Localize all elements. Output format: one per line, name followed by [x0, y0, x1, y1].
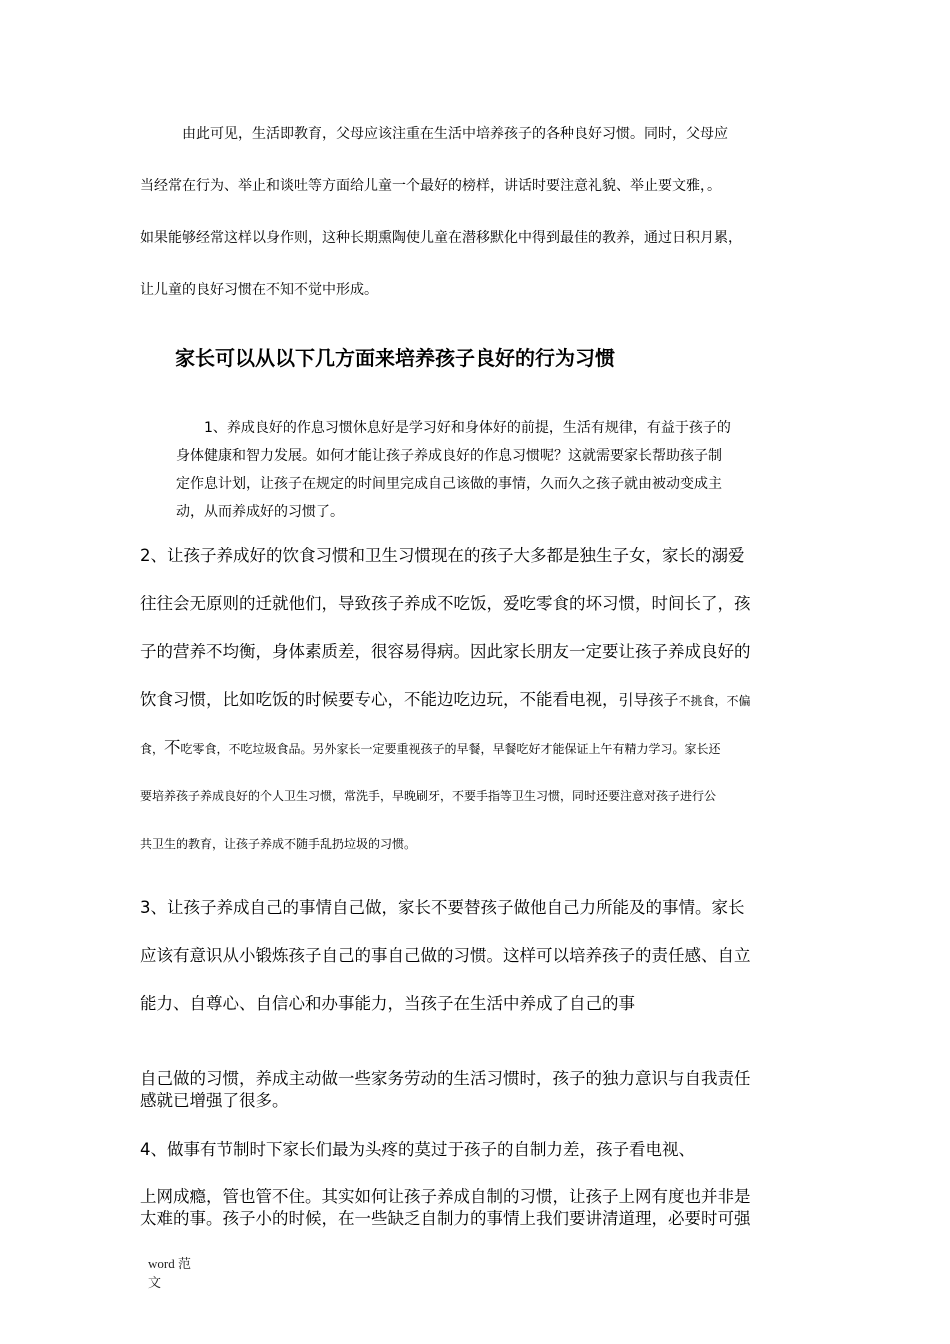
item-4-continuation	[140, 1186, 812, 1230]
section-heading: 家长可以从以下几方面来培养孩子良好的行为习惯	[175, 346, 615, 370]
intro-line: 让儿童的良好习惯在不知不觉中形成。	[140, 282, 378, 298]
item-3-line: 3、让孩子养成自己的事情自己做，家长不要替孩子做他自己力所能及的事情。家长	[140, 898, 745, 917]
page-footer	[148, 1254, 208, 1292]
item-2-small-line: 共卫生的教育，让孩子养成不随手乱扔垃圾的习惯。	[140, 837, 417, 851]
item-4-cont-line: 上网成瘾，管也管不住。其实如何让孩子养成自制的习惯，让孩子上网有度也并非是	[140, 1187, 751, 1206]
item-2-line: 2、让孩子养成好的饮食习惯和卫生习惯现在的孩子大多都是独生子女，家长的溺爱	[140, 546, 745, 565]
item-4-first-line-block	[140, 1137, 812, 1163]
item-3-paragraph	[140, 896, 812, 1040]
footer-line: word 范	[148, 1256, 191, 1271]
item-1-line: 定作息计划，让孩子在规定的时间里完成自己该做的事情，久而久之孩子就由被动变成主	[176, 476, 722, 492]
item-2-line-mixed	[140, 736, 812, 784]
item-2-text-small: 食，	[140, 742, 165, 756]
item-2-line: 往往会无原则的迁就他们，导致孩子养成不吃饭，爱吃零食的坏习惯，时间长了，孩	[140, 594, 751, 613]
item-1-line: 身体健康和智力发展。如何才能让孩子养成良好的作息习惯呢？这就需要家长帮助孩子制	[176, 448, 722, 464]
item-3-line: 能力、自尊心、自信心和办事能力，当孩子在生活中养成了自己的事	[140, 994, 635, 1013]
item-2-small-line: 要培养孩子养成良好的个人卫生习惯，常洗手，早晚刷牙，不要手指等卫生习惯，同时还要注意对孩子进行公	[140, 789, 717, 803]
item-4-cont-line: 太难的事。孩子小的时候，在一些缺乏自制力的事情上我们要讲清道理，必要时可强	[140, 1209, 751, 1228]
item-2-text: 不	[164, 738, 181, 757]
item-4-line: 4、做事有节制时下家长们最为头疼的莫过于孩子的自制力差，孩子看电视、	[140, 1140, 695, 1159]
item-2-paragraph	[140, 544, 812, 880]
item-3-cont-line: 自己做的习惯，养成主动做一些家务劳动的生活习惯时，孩子的独力意识与自我责任	[140, 1069, 751, 1088]
item-3-line: 应该有意识从小锻炼孩子自己的事自己做的习惯。这样可以培养孩子的责任感、自立	[140, 946, 751, 965]
item-1-line: 1、养成良好的作息习惯休息好是学习好和身体好的前提，生活有规律，有益于孩子的	[204, 420, 731, 436]
intro-line: 如果能够经常这样以身作则，这种长期熏陶使儿童在潜移默化中得到最佳的教养，通过日积月累，	[140, 230, 742, 246]
footer-line: 文	[148, 1275, 162, 1290]
item-2-text-small: 不挑食，不偏	[678, 694, 751, 708]
intro-line: 当经常在行为、举止和谈吐等方面给儿童一个最好的榜样，讲话时要注意礼貌、举止要文雅，。	[140, 178, 721, 194]
item-2-text-small: 吃零食，不吃垃圾食品。另外家长一定要重视孩子的早餐，早餐吃好才能保证上午有精力学习。家长还	[180, 742, 721, 756]
item-1-line: 动，从而养成好的习惯了。	[176, 504, 344, 520]
item-1-paragraph	[176, 414, 808, 526]
item-2-line: 子的营养不均衡，身体素质差，很容易得病。因此家长朋友一定要让孩子养成良好的	[140, 642, 751, 661]
intro-paragraph	[140, 122, 812, 330]
intro-line: 由此可见，生活即教育，父母应该注重在生活中培养孩子的各种良好习惯。同时，父母应	[182, 126, 728, 142]
item-3-cont-line: 感就已增强了很多。	[140, 1091, 289, 1110]
item-3-continuation	[140, 1068, 812, 1112]
item-2-text: 饮食习惯，比如吃饭的时候要专心，不能边吃边玩，不能看电视，	[140, 690, 619, 709]
item-2-line-mixed	[140, 688, 812, 736]
item-2-text: 引导孩子	[618, 691, 679, 709]
